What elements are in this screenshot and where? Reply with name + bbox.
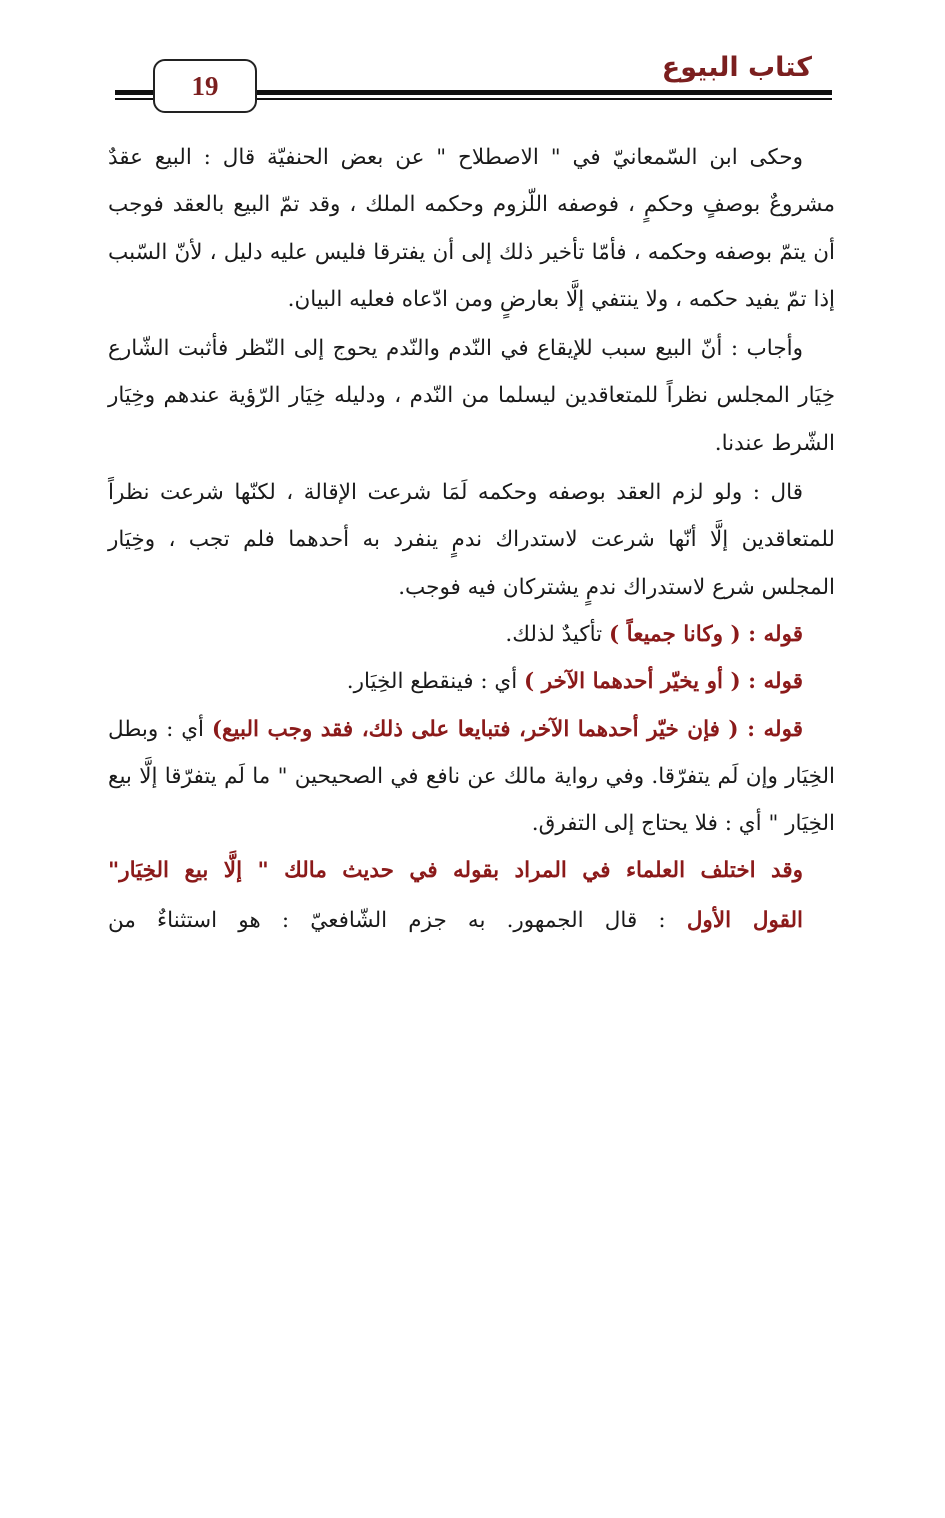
- paragraph-iqala: قال : ولو لزم العقد بوصفه وحكمه لَمَا شرعت الإقالة ، لكنّها شرعت نظراً للمتعاقدين إلَّا أنّها شرعت لاستدراك ندمٍ ينفرد به أحدهما فلم تجب ، وخِيَار المجلس شرع لاستدراك ندمٍ يشتركان فيه فوجب.: [108, 480, 835, 600]
- paragraph-reply: وأجاب : أنّ البيع سبب للإيقاع في النّدم والنّدم يحوج إلى النّظر فأثبت الشّارع خِيَار المجلس نظراً للمتعاقدين ليسلما من النّدم ، ودليله خِيَار الرّؤية عندهم وخِيَار الشّرط عندنا.: [108, 336, 835, 456]
- page-header: [115, 52, 832, 114]
- page-body: [108, 134, 835, 944]
- opinion-text: : قال الجمهور. به جزم الشّافعيّ : هو استثناءٌ من: [108, 907, 687, 933]
- opinion-label: القول الأول: [686, 907, 803, 933]
- quote-label: قوله : ( فإن خيّر أحدهما الآخر، فتبايعا على ذلك، فقد وجب البيع): [211, 716, 803, 742]
- quote-paragraph-yukhayyir: [108, 658, 835, 705]
- quote-text: تأكيدٌ لذلك.: [505, 621, 609, 647]
- section-heading: وقد اختلف العلماء في المراد بقوله في حديث مالك " إلَّا بيع الخِيَار": [108, 858, 803, 884]
- quote-label: قوله : ( أو يخيّر أحدهما الآخر ): [524, 669, 803, 695]
- quote-text: أي : فينقطع الخِيَار.: [346, 669, 525, 695]
- book-title: كتاب البيوع: [661, 52, 812, 83]
- quote-label: قوله : ( وكانا جميعاً ): [608, 621, 803, 647]
- paragraph-first-opinion: [108, 897, 835, 944]
- page-number: 19: [191, 70, 219, 101]
- paragraph-ibn-samani: وحكى ابن السّمعانيّ في " الاصطلاح " عن بعض الحنفيّة قال : البيع عقدٌ مشروعٌ بوصفٍ وحكمٍ ، فوصفه اللّزوم وحكمه الملك ، وقد تمّ البيع بالعقد فوجب أن يتمّ بوصفه وحكمه ، فأمّا تأخير ذلك إلى أن يفترقا فليس عليه دليل ، لأنّ السّبب إذا تمّ يفيد حكمه ، ولا ينتفي إلَّا بعارضٍ ومن ادّعاه فعليه البيان.: [108, 145, 835, 312]
- quote-paragraph-jamian: [108, 611, 835, 658]
- page-number-box: [153, 59, 257, 113]
- quote-paragraph-khayyara: [108, 706, 835, 848]
- quote-text: أي : وبطل الخِيَار وإن لَم يتفرّقا. وفي رواية مالك عن نافع في الصحيحين " ما لَم يتفرّقا إلَّا بيع الخِيَار " أي : فلا يحتاج إلى التفرق.: [108, 716, 835, 837]
